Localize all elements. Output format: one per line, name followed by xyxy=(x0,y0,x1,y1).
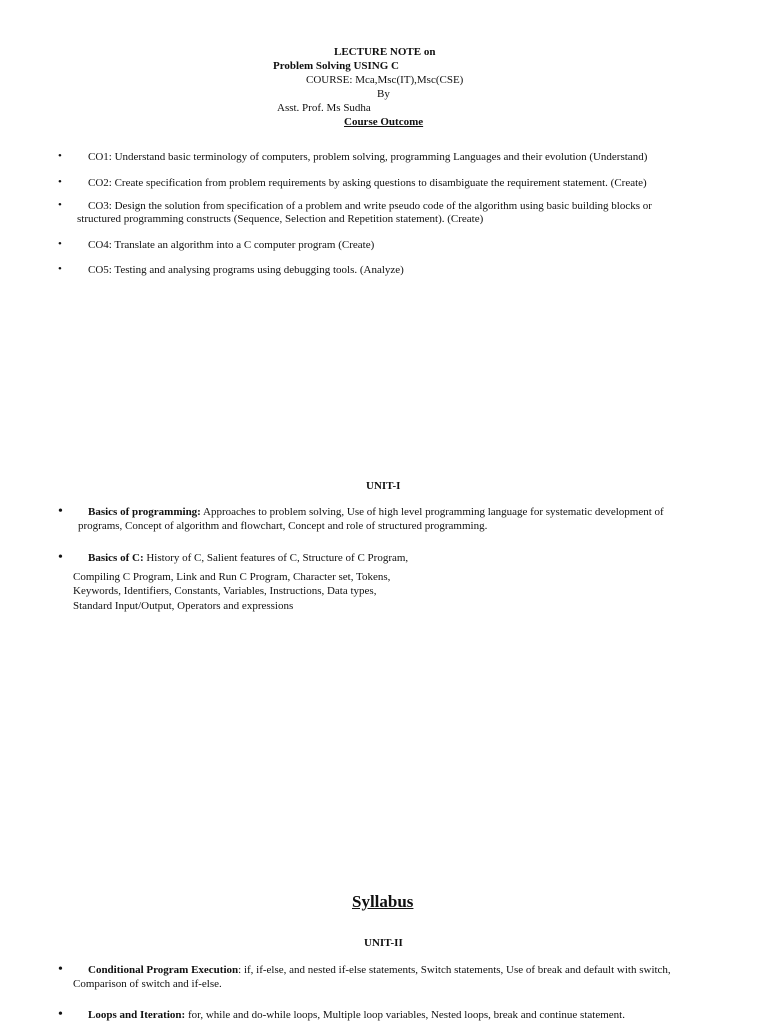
topic-text xyxy=(88,552,408,565)
outcome-text: CO1: Understand basic terminology of computers, problem solving, programming Languages and their evolution (Understand) xyxy=(88,151,648,163)
topic-text-continued: programs, Concept of algorithm and flowchart, Concept and role of structured programming. xyxy=(78,520,488,532)
topic-heading: Conditional Program Execution xyxy=(88,964,239,976)
topic-body: for, while and do-while loops, Multiple loop variables, Nested loops, break and continue statement. xyxy=(185,1009,625,1021)
bullet-icon: • xyxy=(58,263,62,275)
bullet-icon: • xyxy=(58,962,63,977)
topic-heading: Basics of programming: xyxy=(88,506,201,518)
unit-1-heading: UNIT-I xyxy=(366,480,401,492)
topic-body: Approaches to problem solving, Use of high level programming language for systematic development of xyxy=(200,506,664,518)
bullet-icon: • xyxy=(58,1007,63,1022)
outcome-text: CO3: Design the solution from specification of a problem and write pseudo code of the algorithm using basic building blocks or xyxy=(88,200,652,212)
topic-heading: Basics of C: xyxy=(88,552,144,564)
outcome-text: CO2: Create specification from problem requirements by asking questions to disambiguate the requirement statement. (Create) xyxy=(88,177,647,189)
topic-body: : if, if-else, and nested if-else statements, Switch statements, Use of break and default with switch, xyxy=(238,964,671,976)
topic-text-continued: Compiling C Program, Link and Run C Program, Character set, Tokens, xyxy=(73,571,391,583)
document-title: LECTURE NOTE on xyxy=(334,46,436,58)
topic-text xyxy=(88,506,664,519)
by-line: By xyxy=(377,88,390,100)
course-line: COURSE: Mca,Msc(IT),Msc(CSE) xyxy=(306,74,464,86)
topic-text-continued: Standard Input/Output, Operators and expressions xyxy=(73,600,294,612)
topic-body: History of C, Salient features of C, Structure of C Program, xyxy=(143,552,409,564)
topic-text xyxy=(88,964,671,977)
bullet-icon: • xyxy=(58,238,62,250)
topic-text-continued: Comparison of switch and if-else. xyxy=(73,978,222,990)
outcome-text: CO4: Translate an algorithm into a C computer program (Create) xyxy=(88,239,375,251)
syllabus-heading: Syllabus xyxy=(352,892,414,911)
bullet-icon: • xyxy=(58,504,63,519)
course-outcome-heading: Course Outcome xyxy=(344,116,424,128)
outcome-text-continued: structured programming constructs (Sequence, Selection and Repetition statement). (Create) xyxy=(77,213,484,225)
bullet-icon: • xyxy=(58,176,62,188)
bullet-icon: • xyxy=(58,550,63,565)
author-line: Asst. Prof. Ms Sudha xyxy=(277,102,371,114)
bullet-icon: • xyxy=(58,199,62,211)
outcome-text: CO5: Testing and analysing programs using debugging tools. (Analyze) xyxy=(88,264,404,276)
bullet-icon: • xyxy=(58,150,62,162)
topic-text-continued: Keywords, Identifiers, Constants, Variables, Instructions, Data types, xyxy=(73,585,377,597)
unit-2-heading: UNIT-II xyxy=(364,937,403,949)
topic-text xyxy=(88,1009,625,1022)
document-subtitle: Problem Solving USING C xyxy=(273,60,400,72)
topic-heading: Loops and Iteration: xyxy=(88,1009,186,1021)
